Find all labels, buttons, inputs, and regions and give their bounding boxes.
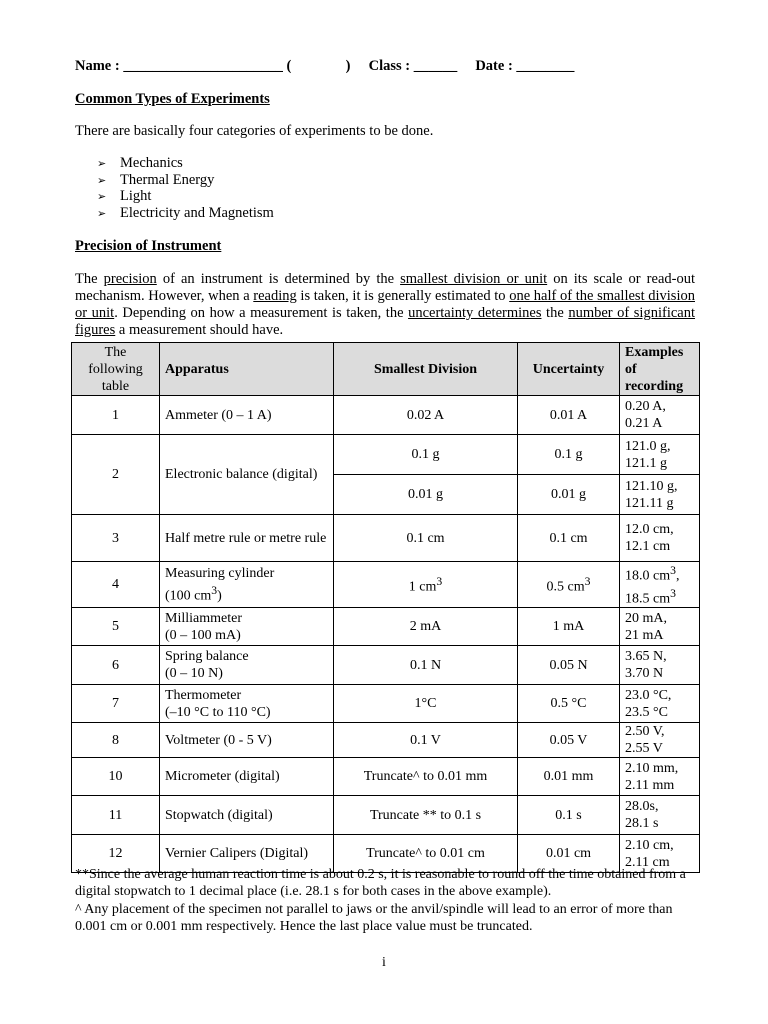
list-item: ➢ Light (97, 188, 152, 204)
table-row: 10 Micrometer (digital) Truncate^ to 0.01 mm 0.01 mm 2.10 mm, 2.11 mm (72, 758, 700, 796)
table-row: 0.01 g 0.01 g 121.10 g, 121.11 g (72, 475, 700, 515)
page-number: i (382, 955, 386, 970)
table-row: 7 Thermometer (–10 °C to 110 °C) 1°C 0.5 °C 23.0 °C, 23.5 °C (72, 685, 700, 723)
student-info-line: Name : ______________________ ( ) Class : ______ Date : ________ (75, 58, 575, 74)
list-item: ➢ Mechanics (97, 155, 183, 171)
footnote-truncate: ^ Any placement of the specimen not parallel to jaws or the anvil/spindle will lead to an error of more than 0.001 cm or 0.001 mm respectively. Hence the last place value must be truncated. (75, 902, 673, 934)
arrow-bullet-icon: ➢ (97, 191, 107, 203)
column-header: Smallest Division (334, 343, 518, 396)
arrow-bullet-icon: ➢ (97, 207, 107, 220)
precision-paragraph: The precision of an instrument is determined by the smallest division or unit on its scale or read-out mechanism. However, when a reading is taken, it is generally estimated to one half of the smallest division or unit. Depending on how a measurement is taken, the uncertainty determines the number of significant figures a measurement should have. (75, 271, 696, 338)
list-item: ➢ Electricity and Magnetism (97, 204, 274, 221)
list-item: ➢ Thermal Energy (97, 171, 215, 188)
table-row: 1 Ammeter (0 – 1 A) 0.02 A 0.01 A 0.20 A, 0.21 A (72, 396, 700, 435)
instrument-precision-table (71, 342, 700, 873)
table-row: 6 Spring balance (0 – 10 N) 0.1 N 0.05 N 3.65 N, 3.70 N (72, 646, 700, 685)
column-header: Apparatus (160, 343, 334, 396)
footnote-stopwatch: **Since the average human reaction time is about 0.2 s, it is reasonable to round off the time obtained from a digital stopwatch to 1 decimal place (i.e. 28.1 s for both cases in the above example). (75, 867, 686, 899)
table-header-row (72, 343, 700, 396)
table-row: 8 Voltmeter (0 - 5 V) 0.1 V 0.05 V 2.50 V, 2.55 V (72, 723, 700, 758)
section-title-common-experiments: Common Types of Experiments (75, 91, 270, 107)
table-row: 11 Stopwatch (digital) Truncate ** to 0.1 s 0.1 s 28.0s, 28.1 s (72, 796, 700, 835)
table-row: 12 Vernier Calipers (Digital) Truncate^ to 0.01 cm 0.01 cm 2.10 cm, 2.11 cm (72, 835, 700, 873)
column-header: The following table (72, 343, 160, 396)
column-header: Examples of recording (620, 343, 700, 396)
column-header: Uncertainty (518, 343, 620, 396)
table-row: 2 Electronic balance (digital) 0.1 g 0.1 g 121.0 g, 121.1 g (72, 435, 700, 475)
table-row: 5 Milliammeter (0 – 100 mA) 2 mA 1 mA 20 mA, 21 mA (72, 608, 700, 646)
table-row: 4 Measuring cylinder (100 $cm^3$) 1 $cm^3$ 0.5 $cm^3$ 18.0 $cm^3$, 18.5 $cm^3$ (72, 562, 700, 608)
arrow-bullet-icon: ➢ (97, 174, 107, 187)
table-row: 3 Half metre rule or metre rule 0.1 cm 0.1 cm 12.0 cm, 12.1 cm (72, 515, 700, 562)
arrow-bullet-icon: ➢ (97, 158, 107, 170)
section-title-precision: Precision of Instrument (75, 238, 222, 254)
intro-text: There are basically four categories of experiments to be done. (75, 123, 434, 139)
experiment-categories-list (97, 155, 274, 221)
